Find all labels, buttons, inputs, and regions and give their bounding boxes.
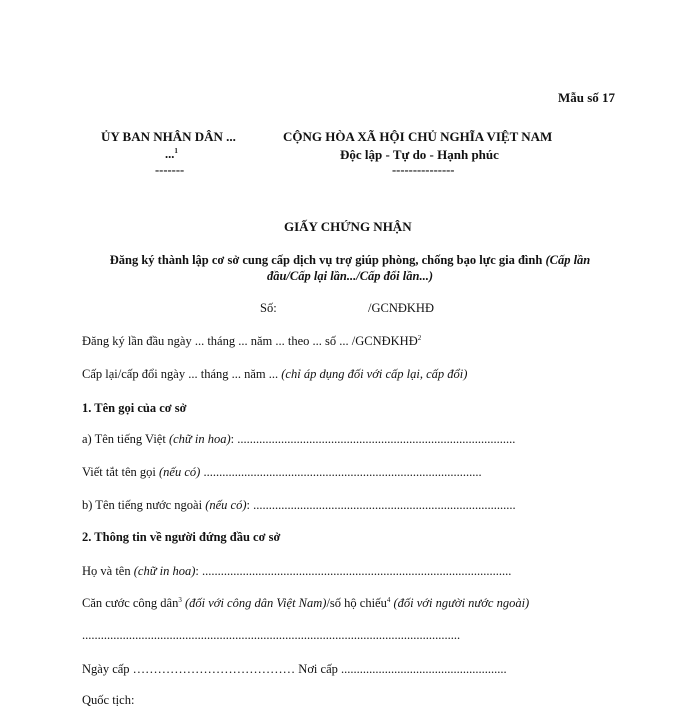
number-label: Số: — [260, 301, 277, 315]
full-name-field: Họ và tên (chữ in hoa): ................................................................................................... — [82, 564, 512, 578]
document-subtitle: Đăng ký thành lập cơ sở cung cấp dịch vụ trợ giúp phòng, chống bạo lực gia đình (Cấp lần đầu/Cấp lại lần.../Cấp đổi lần...) — [109, 253, 591, 283]
form-number: Mẫu số 17 — [558, 90, 616, 105]
number-value: /GCNĐKHĐ — [368, 301, 434, 315]
section2-heading: 2. Thông tin về người đứng đầu cơ sở — [82, 530, 281, 544]
document-title: GIẤY CHỨNG NHẬN — [284, 219, 412, 234]
nationality-field: Quốc tịch: — [82, 693, 135, 707]
section1-heading: 1. Tên gọi của cơ sở — [82, 401, 187, 415]
header-right-rule: --------------- — [392, 163, 455, 177]
issue-field: Ngày cấp ………………………………… Nơi cấp ..................................................... — [82, 662, 507, 676]
identity-field: Căn cước công dân$^3$ (đối với công dân Việt Nam)/số hộ chiếu$^4$ (đối với người nước ngoài) — [82, 595, 530, 610]
national-motto: Độc lập - Tự do - Hạnh phúc — [340, 147, 499, 162]
foreign-name-field: b) Tên tiếng nước ngoài (nếu có): .................................................................................... — [82, 498, 516, 512]
issuing-authority: ỦY BAN NHÂN DÂN ... — [101, 129, 236, 144]
issuing-authority-sub: ...$^1$ — [165, 146, 178, 161]
abbreviation-field: Viết tắt tên gọi (nếu có) ......................................................................................... — [82, 465, 482, 479]
first-registration-line: Đăng ký lần đầu ngày ... tháng ... năm ... theo ... số ... /GCNĐKHĐ$^2$ — [82, 333, 422, 348]
identity-dots: ......................................................................................................................... — [82, 628, 461, 642]
reissue-line: Cấp lại/cấp đổi ngày ... tháng ... năm ... (chỉ áp dụng đối với cấp lại, cấp đổi) — [82, 367, 468, 381]
national-title: CỘNG HÒA XÃ HỘI CHỦ NGHĨA VIỆT NAM — [283, 129, 553, 144]
vietnamese-name-field: a) Tên tiếng Việt (chữ in hoa): ......................................................................................... — [82, 432, 516, 446]
header-left-rule: ------- — [155, 163, 185, 177]
